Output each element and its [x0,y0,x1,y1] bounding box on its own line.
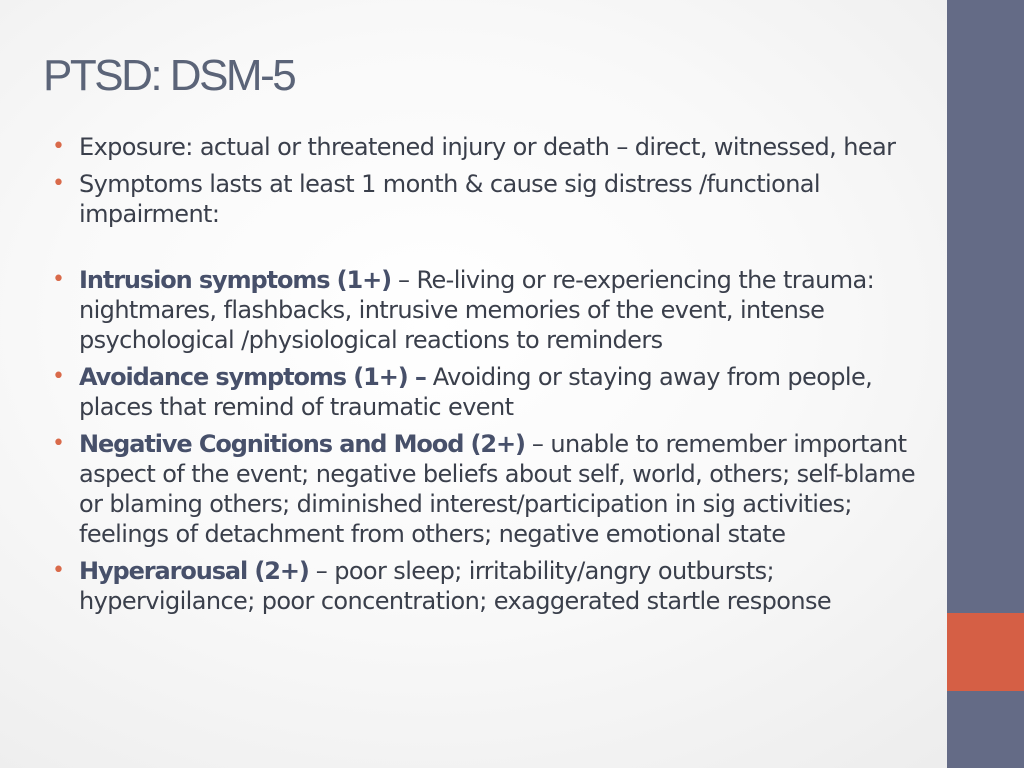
bullet-hyperarousal [52,556,917,616]
bullet-term: Intrusion symptoms (1+) [79,266,392,294]
slide-title: PTSD: DSM-5 [43,51,295,100]
bullet-dot-icon: • [52,134,65,159]
bullet-text: Symptoms lasts at least 1 month & cause sig distress /functional impairment: [79,170,820,228]
bullet-dot-icon: • [52,364,65,389]
bullet-exposure [52,132,917,162]
bullet-avoidance [52,362,917,422]
bullet-text: – unable to remember important aspect of the event; negative beliefs about self, world, others; self-blame or blaming others; diminished interest/participation in sig activities; feelings of detachment from others; negative emotional state [79,430,916,548]
bullet-intrusion [52,265,917,355]
bullet-dot-icon: • [52,558,65,583]
bullet-text: – poor sleep; irritability/angry outbursts; hypervigilance; poor concentration; exaggerated startle response [79,557,832,615]
bullet-dot-icon: • [52,431,65,456]
bullet-term: Avoidance symptoms (1+) – [79,363,426,391]
bullet-list [52,132,917,623]
bullet-term: Hyperarousal (2+) [79,557,309,585]
bullet-text: Avoiding or staying away from people, places that remind of traumatic event [79,363,873,421]
bullet-dot-icon: • [52,171,65,196]
bullet-negative-cognitions [52,429,917,549]
bullet-text: Exposure: actual or threatened injury or death – direct, witnessed, hear [79,133,896,161]
bullet-dot-icon: • [52,267,65,292]
bullet-text: – Re-living or re-experiencing the trauma: nightmares, flashbacks, intrusive memories of the event, intense psychological /physiological reactions to reminders [79,266,875,354]
bullet-term: Negative Cognitions and Mood (2+) [79,430,525,458]
bullet-symptoms-duration [52,169,917,229]
accent-block [947,613,1024,691]
